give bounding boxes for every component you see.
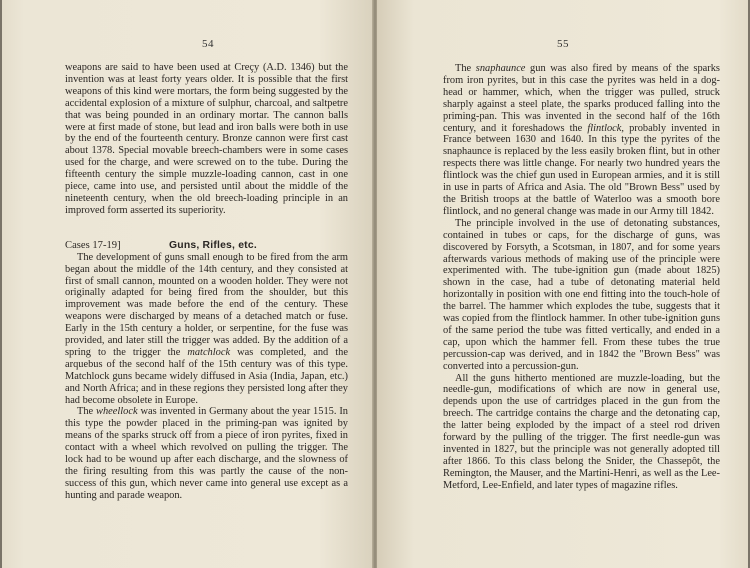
- cases-label: Cases 17-19]: [65, 239, 121, 251]
- paragraph: The snaphaunce gun was also fired by means of the sparks from iron pyrites, but in this case the pyrites was held in a dog-head or hammer, which, when the trigger was pulled, struck sharply against a steel plate, the sparks produced falling into the priming-pan. This was invented in the second half of the 16th century, and it foreshadows the flintlock, probably invented in France between 1630 and 1640. In this type the pyrites of the snaphaunce is replaced by the less easily broken flint, but in other respects there was little change. For nearly two hundred years the flintlock was the chief gun used in European armies, and it is still in use in parts of Africa and Asia. The old "Brown Bess" used by the British troops at the battle of Waterloo was a smooth bore flintlock, and no general change was made in our Army till 1842.: [443, 63, 720, 217]
- page-body: [65, 62, 348, 502]
- paragraph: The wheellock was invented in Germany about the year 1515. In this type the powder placed in the priming-pan was ignited by means of the sparks struck off from a piece of iron pyrites, fixed in contact with a wheel which revolved on pulling the trigger. The lock had to be wound up after each discharge, and the slowness of the firing resulting from this was partly the cause of the non-success of this gun, which never came into general use except as a hunting and parade weapon.: [65, 406, 348, 501]
- section-heading: [65, 240, 348, 252]
- page-number: 55: [557, 38, 569, 50]
- paragraph: The principle involved in the use of detonating substances, contained in tubes or caps, for the discharge of guns, was discovered by Forsyth, a Scotsman, in 1807, and for some years afterwards various methods of making use of the principle were experimented with. The tube-ignition gun (made about 1825) shown in the case, had a tube of detonating material held horizontally in position with one end fitting into the touch-hole of the barrel. The hammer which explodes the tube, suggests that it was copied from the flintlock hammer. In other tube-ignition guns of the same period the tube was fitted vertically, and ended in a cap, upon which the hammer fell. From these tubes the true percussion-cap was derived, and in 1842 the "Brown Bess" was converted into a percussion-gun.: [443, 217, 720, 372]
- italic-term: snaphaunce: [475, 63, 526, 74]
- italic-term: matchlock: [187, 346, 231, 358]
- italic-term: wheellock: [96, 406, 138, 418]
- italic-term: flintlock,: [587, 122, 625, 134]
- page-number: 54: [202, 38, 214, 50]
- right-page: [377, 0, 748, 568]
- page-body: [443, 63, 720, 492]
- paragraph: The development of guns small enough to be fired from the arm began about the middle of the 14th century, and they consisted at first of small cannon, mounted on a wooden holder. They were not originally adapted for being fired from the shoulder, but this improvement was made before the end of the century. These weapons were discharged by means of a detached match or fuse. Early in the 15th century a holder, or serpentine, for the fuse was provided, and later still the trigger was added. By the addition of a spring to the trigger the matchlock was completed, and the arquebus of the second half of the 15th century was of this type. Matchlock guns became widely diffused in Asia (India, Japan, etc.) and North Africa; and in these regions they persisted long after they had become obsolete in Europe.: [65, 251, 348, 406]
- left-page: [2, 0, 374, 568]
- section-title: Guns, Rifles, etc.: [169, 239, 257, 251]
- paragraph: weapons are said to have been used at Creçy (A.D. 1346) but the invention was at least forty years older. It is possible that the first weapons of this kind were mortars, the form being suggested by the accidental explosion of a mixture of sulphur, charcoal, and saltpetre that was being pounded in an ordinary mortar. The cannon balls were at first made of stone, but lead and iron balls were both in use by the end of the fourteenth century. Bronze cannon were first cast about 1378. Special movable breech-chambers were in some cases used for the charge, and were screwed on to the tube. During the fifteenth century the simple muzzle-loading cannon, cast in one piece, came into use, and persisted until about the middle of the nineteenth century, when the old breech-loading principle in an improved form asserted its superiority.: [65, 62, 348, 216]
- paragraph: All the guns hitherto mentioned are muzzle-loading, but the needle-gun, modifications of which are now in general use, depends upon the use of cartridges placed in the gun from the breech. The cartridge contains the charge and the detonating cap, the latter being exploded by the impact of a steel rod driven forward by the pulling of the trigger. The first needle-gun was invented in 1827, but the principle was not generally adopted till after 1866. To this class belong the Snider, the Chassepôt, the Remington, the Mauser, and the Martini-Henri, as well as the Lee-Metford, Lee-Enfield, and later types of magazine rifles.: [443, 372, 720, 491]
